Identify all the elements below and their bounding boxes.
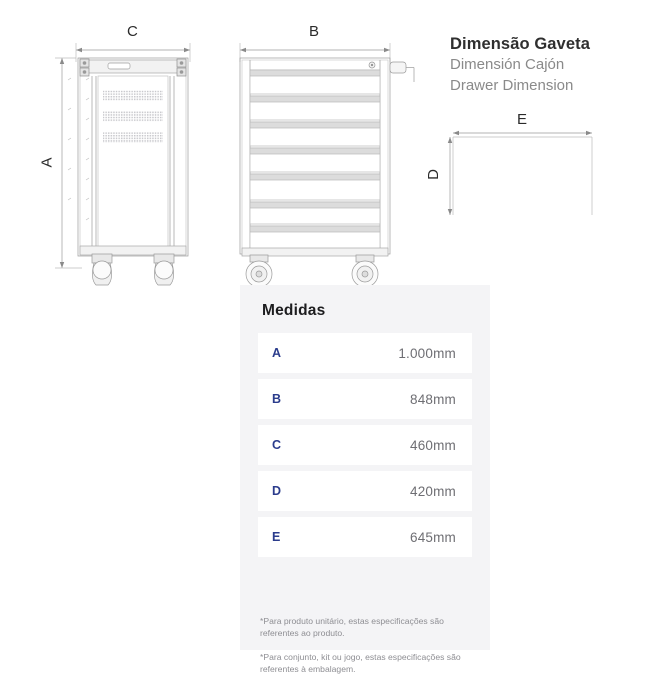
measure-value: 645mm xyxy=(409,529,456,545)
title-portuguese: Dimensão Gaveta xyxy=(450,35,590,53)
note-kit-packaging: *Para conjunto, kit ou jogo, estas especificações são referentes à embalagem. xyxy=(260,651,461,675)
measures-heading: Medidas xyxy=(262,302,326,319)
measures-panel xyxy=(240,285,490,675)
table-row xyxy=(258,517,472,557)
title-english: Drawer Dimension xyxy=(450,76,574,94)
table-row xyxy=(258,471,472,511)
measure-value: 420mm xyxy=(409,483,456,499)
measure-value: 1.000mm xyxy=(398,345,456,361)
measure-key: A xyxy=(272,346,282,360)
table-row xyxy=(258,379,472,419)
measure-value: 460mm xyxy=(409,437,456,453)
measure-key: D xyxy=(272,484,282,498)
drawer-height-dim-label: D xyxy=(424,169,442,180)
front-view-width-dim-label: B xyxy=(309,23,320,40)
measures-notes xyxy=(260,615,474,687)
note-unit-product: *Para produto unitário, estas especificações são referentes ao produto. xyxy=(260,616,444,639)
side-view-height-dim-label: A xyxy=(38,157,56,168)
measure-key: B xyxy=(272,392,282,406)
side-view-width-dim-label: C xyxy=(127,23,138,40)
front-view-drawing xyxy=(228,18,428,288)
drawer-width-dim-label: E xyxy=(517,111,528,128)
title-spanish: Dimensión Cajón xyxy=(450,56,565,74)
measures-table xyxy=(258,333,472,563)
measure-value: 848mm xyxy=(409,391,456,407)
measure-key: C xyxy=(272,438,282,452)
drawer-dimension-drawing xyxy=(420,110,630,220)
table-row xyxy=(258,333,472,373)
table-row xyxy=(258,425,472,465)
side-view-drawing xyxy=(30,18,220,288)
title-block xyxy=(450,33,646,96)
measure-key: E xyxy=(272,530,281,544)
